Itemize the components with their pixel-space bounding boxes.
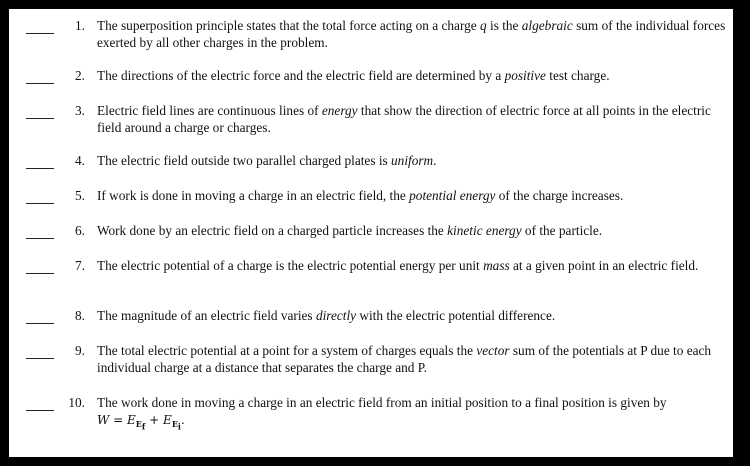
question-text: The electric potential of a charge is the electric potential energy per unit mass at a given point in an electric field. [97,258,699,273]
question-text: The total electric potential at a point for a system of charges equals the vector sum of the potentials at P due to each individual charge at a distance that separates the charge and P. [97,343,712,375]
question-text: The directions of the electric force and the electric field are determined by a positive test charge. [97,68,610,83]
question-number: 1. [75,18,85,33]
question-text: Work done by an electric field on a charged particle increases the kinetic energy of the particle. [97,223,603,238]
question-number: 10. [68,395,85,410]
question-number: 9. [75,343,85,358]
question-text: The electric field outside two parallel charged plates is uniform. [97,153,437,168]
question-text: The magnitude of an electric field varies directly with the electric potential difference. [97,308,556,323]
answer-blank-1[interactable] [26,33,54,34]
question-text: If work is done in moving a charge in an electric field, the potential energy of the charge increases. [97,188,624,203]
question-number: 5. [75,188,85,203]
question-number: 6. [75,223,85,238]
question-number: 3. [75,103,85,118]
question-number: 4. [75,153,85,168]
answer-blank-10[interactable] [26,410,54,411]
answer-blank-6[interactable] [26,238,54,239]
answer-blank-9[interactable] [26,358,54,359]
question-text: The work done in moving a charge in an electric field from an initial position to a final position is given by $W = E_{E_f} + E_{E_i}$. [97,395,667,432]
answer-blank-8[interactable] [26,323,54,324]
answer-blank-2[interactable] [26,83,54,84]
question-number: 8. [75,308,85,323]
worksheet-page [9,9,733,457]
question-text: The superposition principle states that the total force acting on a charge q is the algebraic sum of the individual forces exerted by all other charges in the problem. [97,18,726,50]
question-number: 2. [75,68,85,83]
answer-blank-4[interactable] [26,168,54,169]
question-number: 7. [75,258,85,273]
work-formula: $W = E_{E_f} + E_{E_i}$. [97,412,185,432]
answer-blank-5[interactable] [26,203,54,204]
question-text: Electric field lines are continuous lines of energy that show the direction of electric force at all points in the electric field around a charge or charges. [97,103,711,135]
answer-blank-7[interactable] [26,273,54,274]
answer-blank-3[interactable] [26,118,54,119]
